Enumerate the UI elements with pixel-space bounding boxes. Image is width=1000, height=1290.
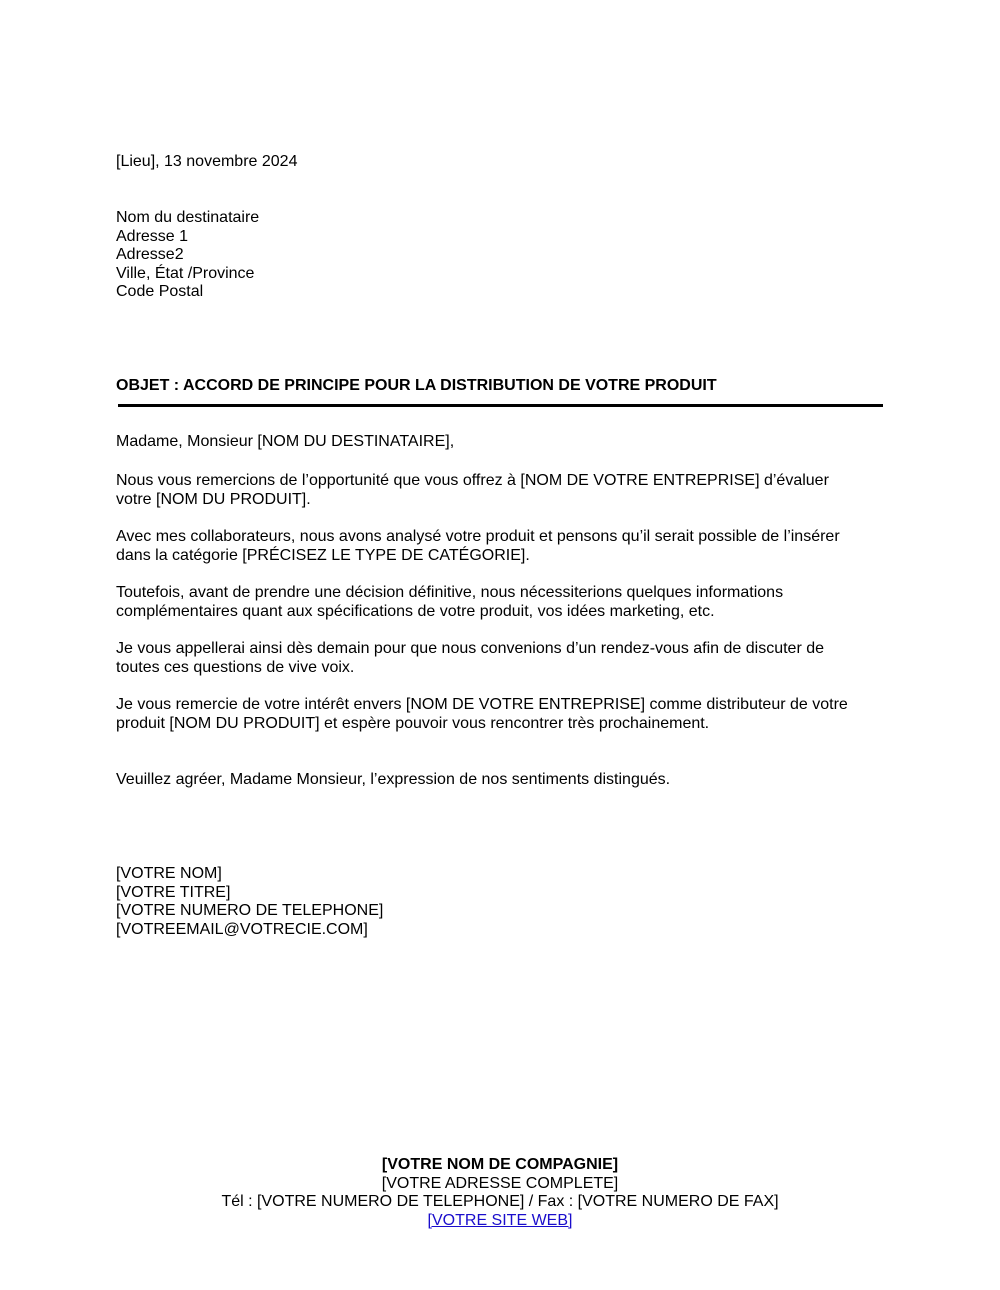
paragraph-line: toutes ces questions de vive voix.: [116, 658, 355, 676]
date-line: [116, 153, 886, 172]
paragraph-line: Nous vous remercions de l’opportunité que vous offrez à [NOM DE VOTRE ENTREPRISE] d’évaluer: [116, 472, 829, 489]
company-footer: [0, 1156, 1000, 1230]
footer-address: [VOTRE ADRESSE COMPLETE]: [381, 1174, 619, 1192]
recipient-name: Nom du destinataire: [116, 209, 260, 226]
recipient-address1: Adresse 1: [116, 227, 189, 245]
recipient-address-block: [116, 209, 886, 302]
closing-text: Veuillez agréer, Madame Monsieur, l’expression de nos sentiments distingués.: [116, 771, 671, 788]
body-paragraph: [116, 584, 886, 621]
signature-block: [116, 865, 886, 939]
signature-title: [VOTRE TITRE]: [116, 883, 231, 901]
recipient-address2: Adresse2: [116, 246, 184, 264]
paragraph-line: Avec mes collaborateurs, nous avons analysé votre produit et pensons qu’il serait possible de l’insérer: [116, 528, 840, 545]
subject-divider: [118, 404, 883, 407]
subject-text: OBJET : ACCORD DE PRINCIPE POUR LA DISTRIBUTION DE VOTRE PRODUIT: [116, 377, 717, 394]
signature-phone: [VOTRE NUMERO DE TELEPHONE]: [116, 902, 384, 920]
salutation: [116, 433, 886, 452]
paragraph-line: Je vous remercie de votre intérêt envers [NOM DE VOTRE ENTREPRISE] comme distributeur de votre: [116, 696, 848, 713]
signature-email: [VOTREEMAIL@VOTRECIE.COM]: [116, 920, 368, 938]
paragraph-line: Toutefois, avant de prendre une décision définitive, nous nécessiterions quelques informations: [116, 584, 784, 601]
recipient-postal-code: Code Postal: [116, 283, 204, 301]
footer-company-name: [VOTRE NOM DE COMPAGNIE]: [381, 1156, 619, 1173]
footer-contact: Tél : [VOTRE NUMERO DE TELEPHONE] / Fax : [VOTRE NUMERO DE FAX]: [221, 1193, 779, 1211]
recipient-city-state: Ville, État /Province: [116, 264, 255, 282]
body-paragraph: [116, 472, 886, 509]
paragraph-line: dans la catégorie [PRÉCISEZ LE TYPE DE CATÉGORIE].: [116, 546, 530, 564]
body-paragraph: [116, 640, 886, 677]
paragraph-line: Je vous appellerai ainsi dès demain pour que nous convenions d’un rendez-vous afin de discuter de: [116, 640, 825, 657]
body-paragraph: [116, 528, 886, 565]
paragraph-line: votre [NOM DU PRODUIT].: [116, 490, 311, 508]
subject-line: [116, 377, 886, 396]
paragraph-line: produit [NOM DU PRODUIT] et espère pouvoir vous rencontrer très prochainement.: [116, 714, 710, 732]
paragraph-line: complémentaires quant aux spécifications de votre produit, vos idées marketing, etc.: [116, 602, 715, 620]
date-text: [Lieu], 13 novembre 2024: [116, 153, 298, 170]
body-paragraph: [116, 696, 886, 733]
salutation-text: Madame, Monsieur [NOM DU DESTINATAIRE],: [116, 433, 455, 450]
closing: [116, 771, 886, 790]
signature-name: [VOTRE NOM]: [116, 865, 222, 882]
footer-website-link[interactable]: [VOTRE SITE WEB]: [427, 1211, 573, 1229]
